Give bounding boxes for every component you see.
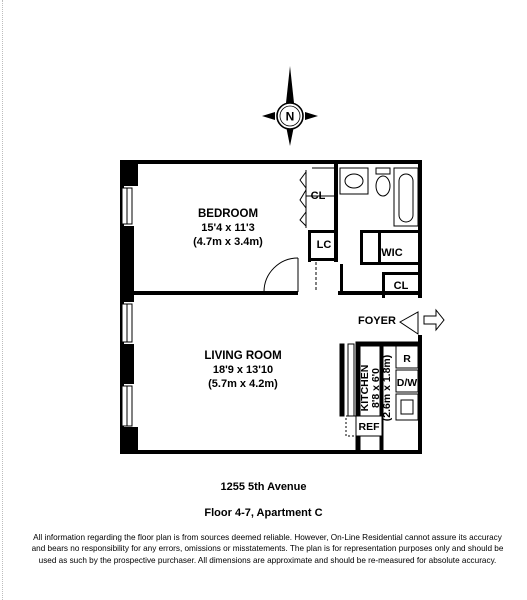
compass-north-label: N <box>285 109 295 124</box>
bedroom-door <box>264 258 316 292</box>
linen-closet-label: LC <box>316 239 332 251</box>
kitchen-label: KITCHEN <box>359 364 371 412</box>
refrigerator-label: REF <box>358 421 380 433</box>
disclaimer-text: All information regarding the floor plan is from sources deemed reliable. However, On-Line Residential cannot assure its accuracy and bears no responsibility for any errors, omissions or misstatements. The plan is for representation purposes only and should be used as such by the prospective purchaser. All dimensions are approximate and should be re-measured for absolute accuracy. <box>31 533 504 565</box>
dishwasher-label: D/W <box>396 377 418 389</box>
foyer-closet-label: CL <box>393 280 409 292</box>
range-label: R <box>403 353 411 365</box>
bathroom <box>340 168 418 226</box>
bathtub-icon <box>394 168 418 226</box>
building-address: 1255 5th Avenue <box>220 481 307 493</box>
entry-door <box>400 310 444 334</box>
living-room-label: LIVING ROOM <box>204 350 282 362</box>
unit-designation: Floor 4-7, Apartment C <box>204 507 323 519</box>
windows <box>122 188 132 426</box>
kitchen-dims-metric: (2.6m x 1.8m) <box>381 354 393 422</box>
walk-in-closet-label: WIC <box>381 247 403 259</box>
bedroom-closet-label: CL <box>310 190 326 202</box>
compass-icon <box>262 66 318 146</box>
bedroom-label: BEDROOM <box>197 208 259 220</box>
bedroom-dims-imperial: 15'4 x 11'3 <box>201 222 255 234</box>
bedroom-dims-metric: (4.7m x 3.4m) <box>193 236 263 248</box>
living-room-dims-imperial: 18'9 x 13'10 <box>212 364 274 376</box>
foyer-label: FOYER <box>358 315 396 327</box>
exterior-walls <box>120 160 422 454</box>
kitchen-dims-imperial: 8'8 x 6'0 <box>370 367 382 409</box>
toilet-icon <box>376 168 390 196</box>
living-room-dims-metric: (5.7m x 4.2m) <box>208 378 278 390</box>
